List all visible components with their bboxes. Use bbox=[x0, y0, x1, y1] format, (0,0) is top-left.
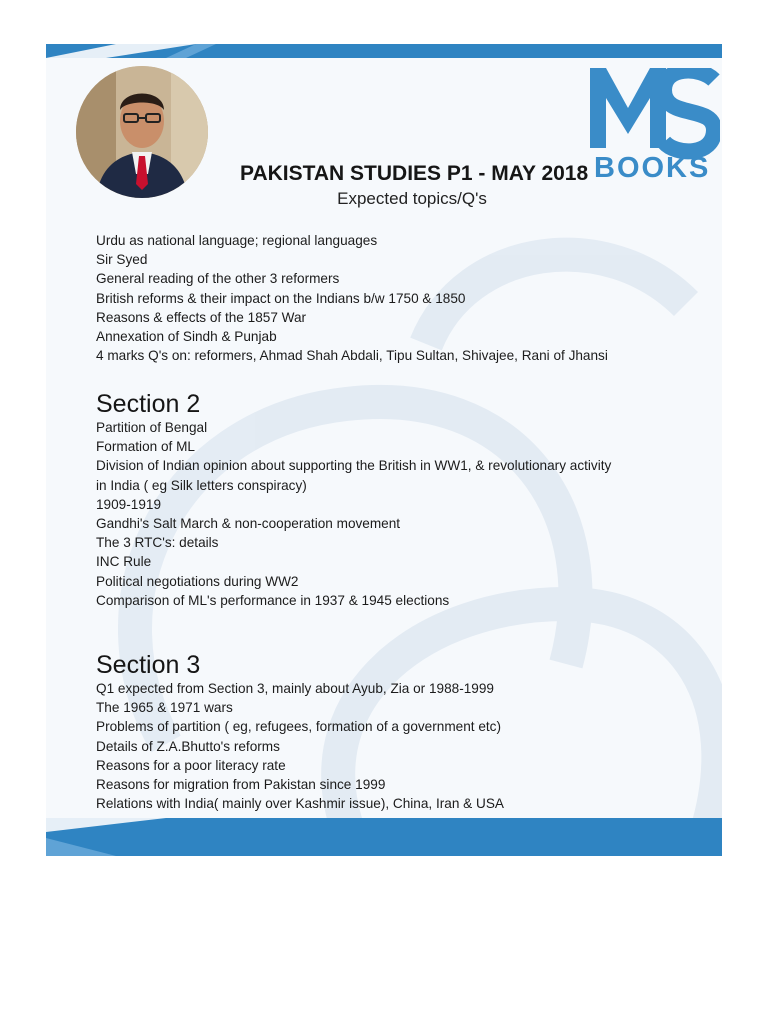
list-item: Reasons for a poor literacy rate bbox=[96, 757, 286, 773]
list-item: Q1 expected from Section 3, mainly about Ayub, Zia or 1988-1999 bbox=[96, 681, 494, 696]
page-title: PAKISTAN STUDIES P1 - MAY 2018 bbox=[240, 162, 589, 185]
list-item: 1909-1919 bbox=[96, 496, 162, 512]
list-item: Partition of Bengal bbox=[96, 420, 208, 435]
list-item: Sir Syed bbox=[96, 252, 148, 268]
list-item: Reasons & effects of the 1857 War bbox=[96, 309, 307, 325]
bottom-accent-band bbox=[46, 818, 722, 856]
list-item: Urdu as national language; regional languages bbox=[96, 233, 378, 248]
top-accent-band bbox=[46, 44, 722, 58]
list-item: General reading of the other 3 reformers bbox=[96, 271, 340, 287]
list-item: Comparison of ML's performance in 1937 & 1945 elections bbox=[96, 592, 450, 608]
section-3-list bbox=[96, 679, 504, 813]
section-3-heading: Section 3 bbox=[96, 651, 201, 679]
list-item: in India ( eg Silk letters conspiracy) bbox=[96, 477, 307, 493]
list-item: Details of Z.A.Bhutto's reforms bbox=[96, 738, 280, 754]
list-item: INC Rule bbox=[96, 554, 152, 570]
list-item: British reforms & their impact on the Indians b/w 1750 & 1850 bbox=[96, 290, 466, 306]
list-item: Problems of partition ( eg, refugees, formation of a government etc) bbox=[96, 719, 501, 735]
list-item: Political negotiations during WW2 bbox=[96, 573, 299, 589]
list-item: Formation of ML bbox=[96, 439, 195, 455]
list-item: Gandhi's Salt March & non-cooperation movement bbox=[96, 516, 401, 532]
flyer-card bbox=[46, 44, 722, 856]
author-portrait-icon bbox=[76, 66, 208, 198]
list-item: Relations with India( mainly over Kashmir issue), China, Iran & USA bbox=[96, 796, 504, 812]
list-item: Annexation of Sindh & Punjab bbox=[96, 329, 277, 345]
section-1-list bbox=[96, 231, 608, 365]
section-2-heading: Section 2 bbox=[96, 390, 201, 418]
page-subtitle: Expected topics/Q's bbox=[337, 189, 487, 208]
list-item: The 3 RTC's: details bbox=[96, 535, 219, 551]
author-avatar bbox=[76, 66, 208, 198]
logo-books-text: BOOKS bbox=[594, 152, 711, 184]
list-item: The 1965 & 1971 wars bbox=[96, 700, 233, 716]
list-item: 4 marks Q's on: reformers, Ahmad Shah Abdali, Tipu Sultan, Shivajee, Rani of Jhansi bbox=[96, 348, 608, 364]
list-item: Division of Indian opinion about supporting the British in WW1, & revolutionary activity bbox=[96, 458, 612, 474]
section-2-list bbox=[96, 418, 611, 610]
list-item: Reasons for migration from Pakistan since 1999 bbox=[96, 777, 386, 793]
